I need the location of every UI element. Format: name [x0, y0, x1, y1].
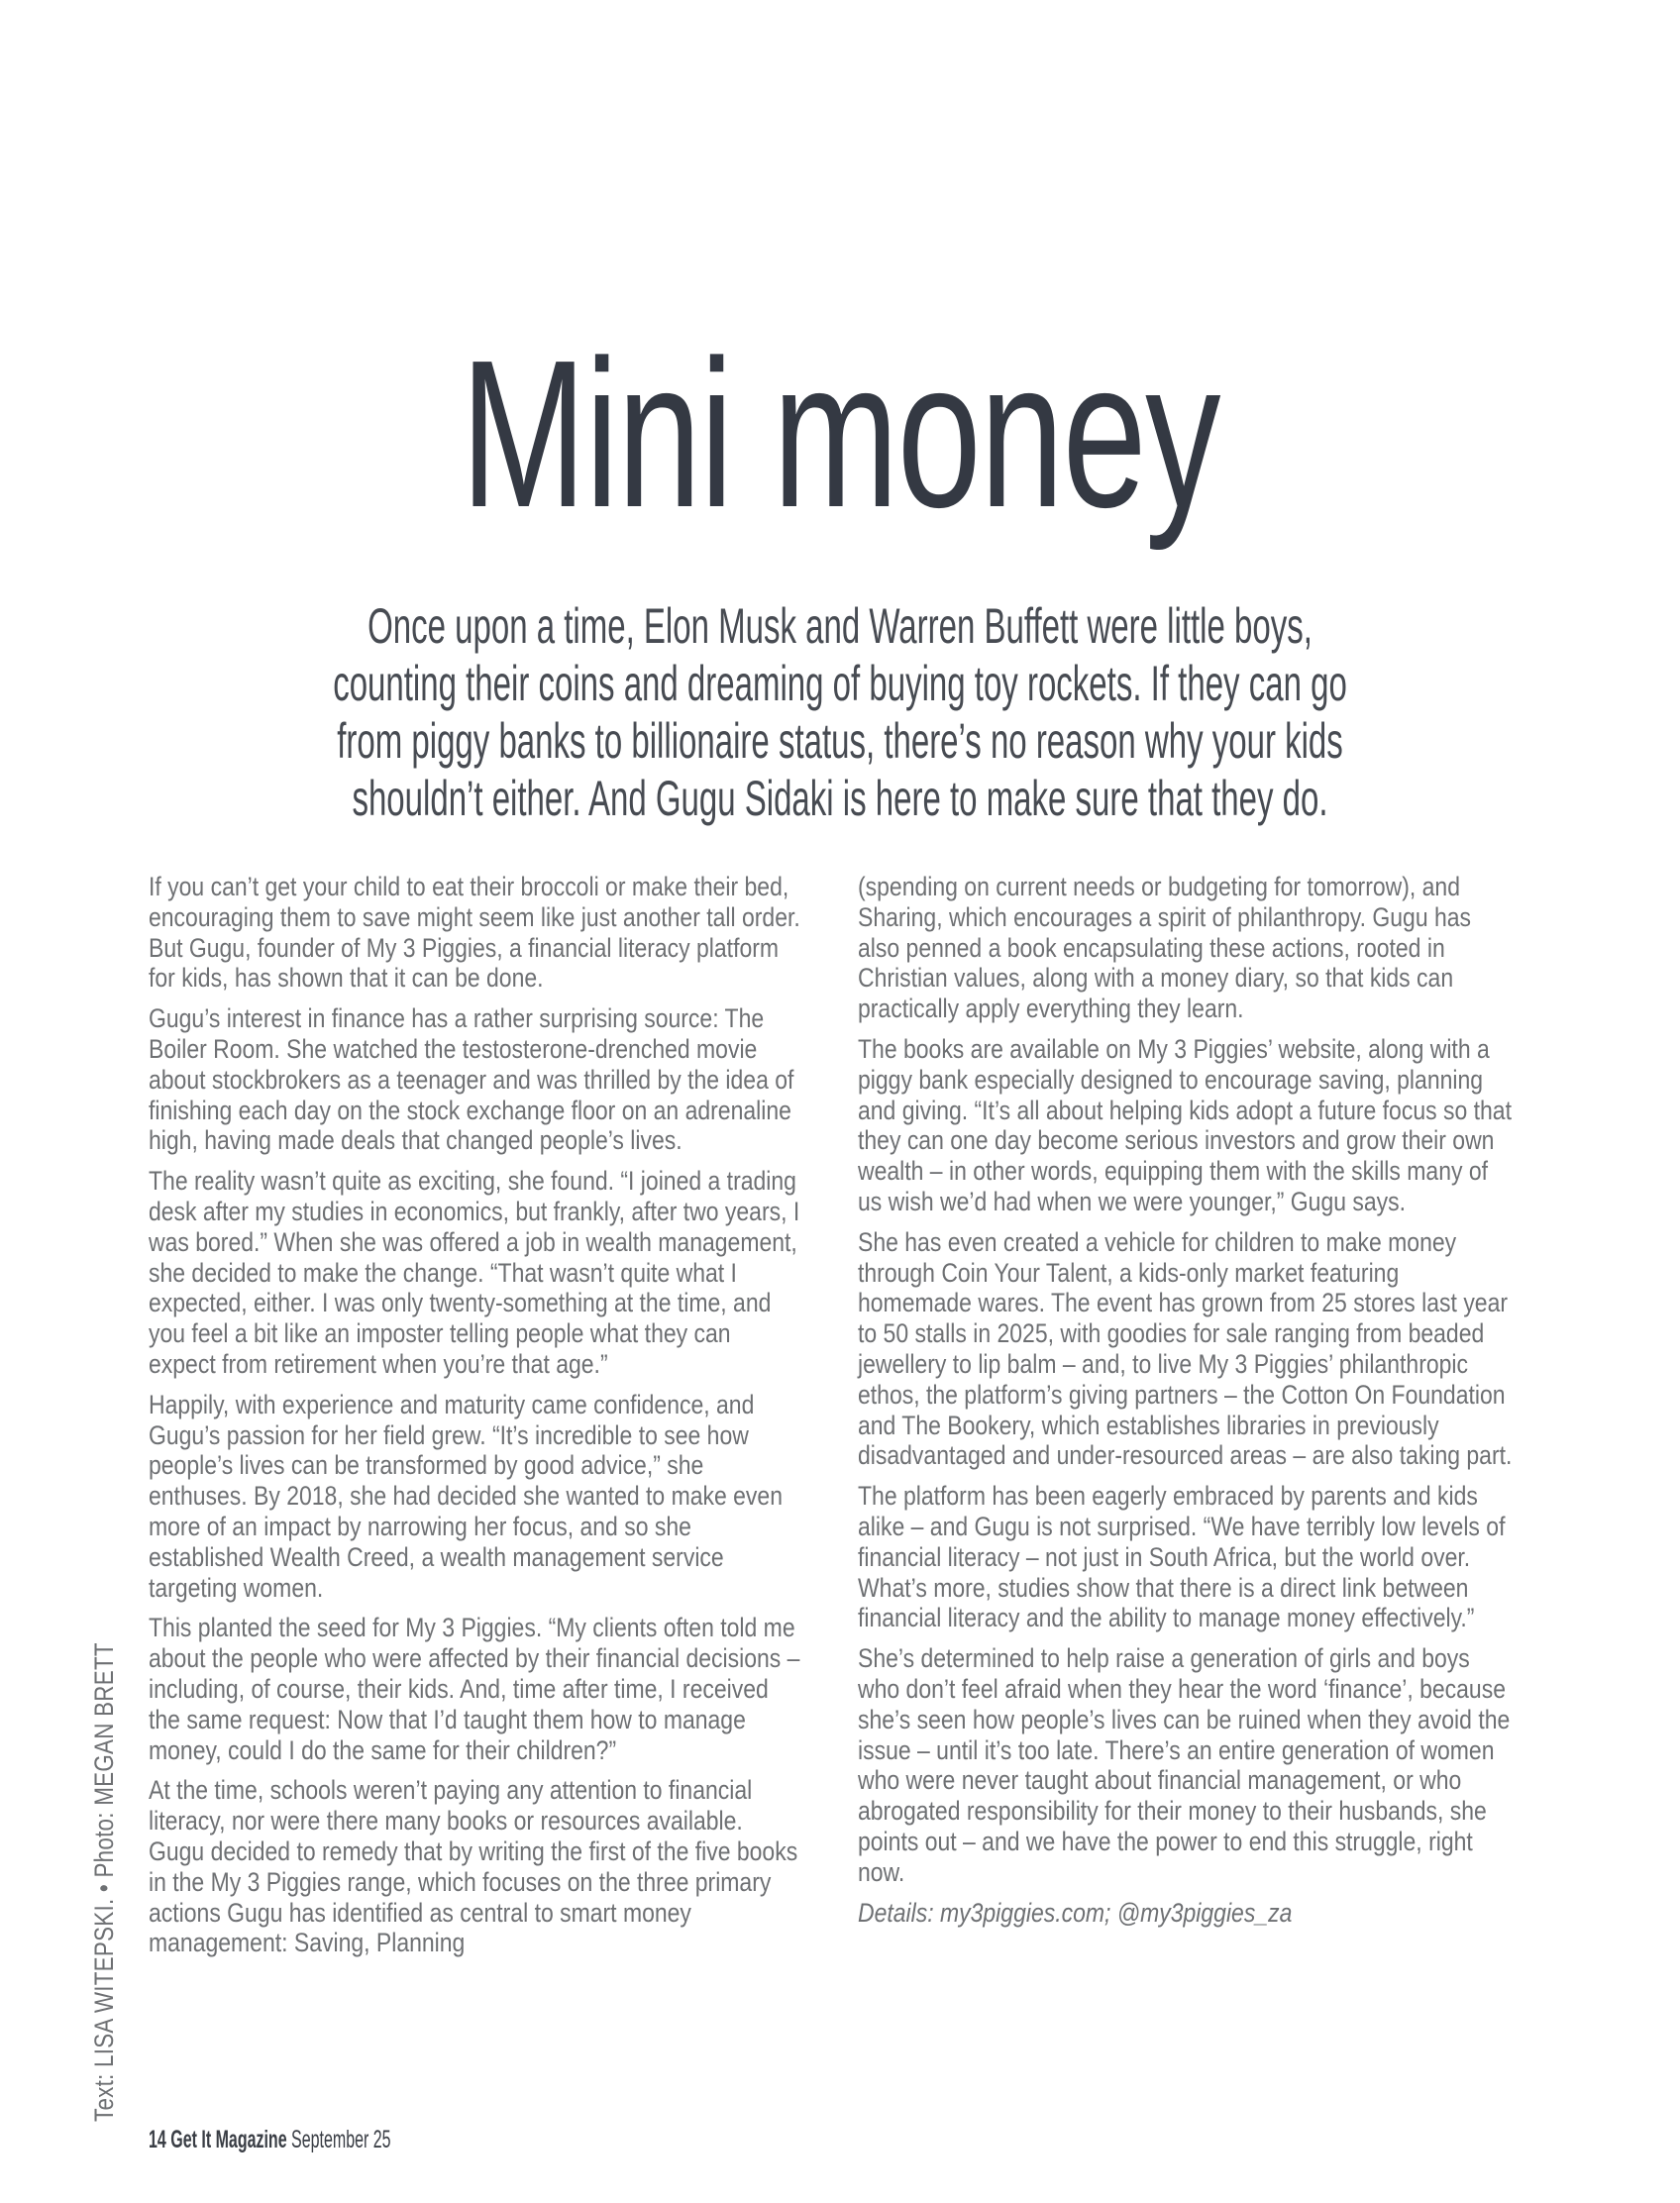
details-line: Details: my3piggies.com; @my3piggies_za [858, 1897, 1293, 1928]
footer-page-number: 14 [149, 2126, 166, 2153]
left-column-text [149, 872, 802, 1958]
page-footer [149, 2126, 391, 2154]
page-title: Mini money [460, 316, 1220, 551]
article-paragraph: At the time, schools weren’t paying any attention to financial literacy, nor were there many books or resources available. Gugu decided to remedy that by writing the first of the five books in the My 3 Piggies range, which focuses on the three primary actions Gugu has identified as central to smart money management: Saving, Planning [149, 1775, 798, 1958]
article-paragraph: She has even created a vehicle for children to make money through Coin Your Talent, a kids-only market featuring homemade wares. The event has grown from 25 stores last year to 50 stalls in 2025, with goodies for sale ranging from beaded jewellery to lip balm – and, to live My 3 Piggies’ philanthropic ethos, the platform’s giving partners – the Cotton On Foundation and The Bookery, which establishes libraries in previously disadvantaged and under-resourced areas – are also taking part. [858, 1226, 1513, 1471]
right-column-text [858, 872, 1512, 1928]
right-column [858, 872, 1512, 1938]
standfirst-line: Once upon a time, Elon Musk and Warren Buffett were little boys, [368, 598, 1312, 654]
article-paragraph: Gugu’s interest in finance has a rather surprising source: The Boiler Room. She watched the testosterone-drenched movie about stockbrokers as a teenager and was thrilled by the idea of finishing each day on the stock exchange floor on an adrenaline high, having made deals that changed people’s lives. [149, 1003, 794, 1156]
article-paragraph: The platform has been eagerly embraced by parents and kids alike – and Gugu is not surprised. “We have terribly low levels of financial literacy – not just in South Africa, but the world over. What’s more, studies show that there is a direct link between financial literacy and the ability to manage money effectively.” [858, 1481, 1506, 1633]
article-paragraph: If you can’t get your child to eat their broccoli or make their bed, encouraging them to save might seem like just another tall order. But Gugu, founder of My 3 Piggies, a financial literacy platform for kids, has shown that it can be done. [149, 872, 800, 994]
standfirst-line: shouldn’t either. And Gugu Sidaki is here to make sure that they do. [352, 771, 1328, 826]
article-paragraph: (spending on current needs or budgeting for tomorrow), and Sharing, which encourages a spirit of philanthropy. Gugu has also penned a book encapsulating these actions, rooted in Christian values, along with a money diary, so that kids can practically apply everything they learn. [858, 872, 1472, 1024]
article-paragraph: This planted the seed for My 3 Piggies. “My clients often told me about the people who were affected by their financial decisions – including, of course, their kids. And, time after time, I received the same request: Now that I’d taught them how to manage money, could I do the same for their children?” [149, 1613, 800, 1765]
article-paragraph: She’s determined to help raise a generation of girls and boys who don’t feel afraid when they hear the word ‘finance’, because she’s seen how people’s lives can be ruined when they avoid the issue – until it’s too late. There’s an entire generation of women who were never taught about financial management, or who abrogated responsibility for their money to their husbands, she points out – and we have the power to end this struggle, right now. [858, 1643, 1511, 1887]
standfirst-line: counting their coins and dreaming of buying toy rockets. If they can go [333, 656, 1347, 711]
standfirst-line: from piggy banks to billionaire status, there’s no reason why your kids [337, 713, 1343, 769]
footer-issue: September 25 [291, 2126, 391, 2153]
byline-credit: Text: LISA WITEPSKI. • Photo: MEGAN BRETT [89, 1642, 119, 2122]
left-column [149, 872, 802, 1968]
article-paragraph: Happily, with experience and maturity came confidence, and Gugu’s passion for her field grew. “It’s incredible to see how people’s lives can be transformed by good advice,” she enthuses. By 2018, she had decided she wanted to make even more of an impact by narrowing her focus, and so she established Wealth Creed, a wealth management service targeting women. [149, 1389, 783, 1603]
article-paragraph: The books are available on My 3 Piggies’ website, along with a piggy bank especially designed to encourage saving, planning and giving. “It’s all about helping kids adopt a future focus so that they can one day become serious investors and grow their own wealth – in other words, equipping them with the skills many of us wish we’d had when we were younger,” Gugu says. [858, 1033, 1512, 1216]
article-paragraph: The reality wasn’t quite as exciting, she found. “I joined a trading desk after my studies in economics, but frankly, after two years, I was bored.” When she was offered a job in wealth management, she decided to make the change. “That wasn’t quite what I expected, either. I was only twenty-something at the time, and you feel a bit like an imposter telling people what they can expect from retirement when you’re that age.” [149, 1166, 800, 1379]
footer-magazine-name: Get It Magazine [170, 2126, 287, 2153]
article-standfirst [285, 597, 1394, 827]
